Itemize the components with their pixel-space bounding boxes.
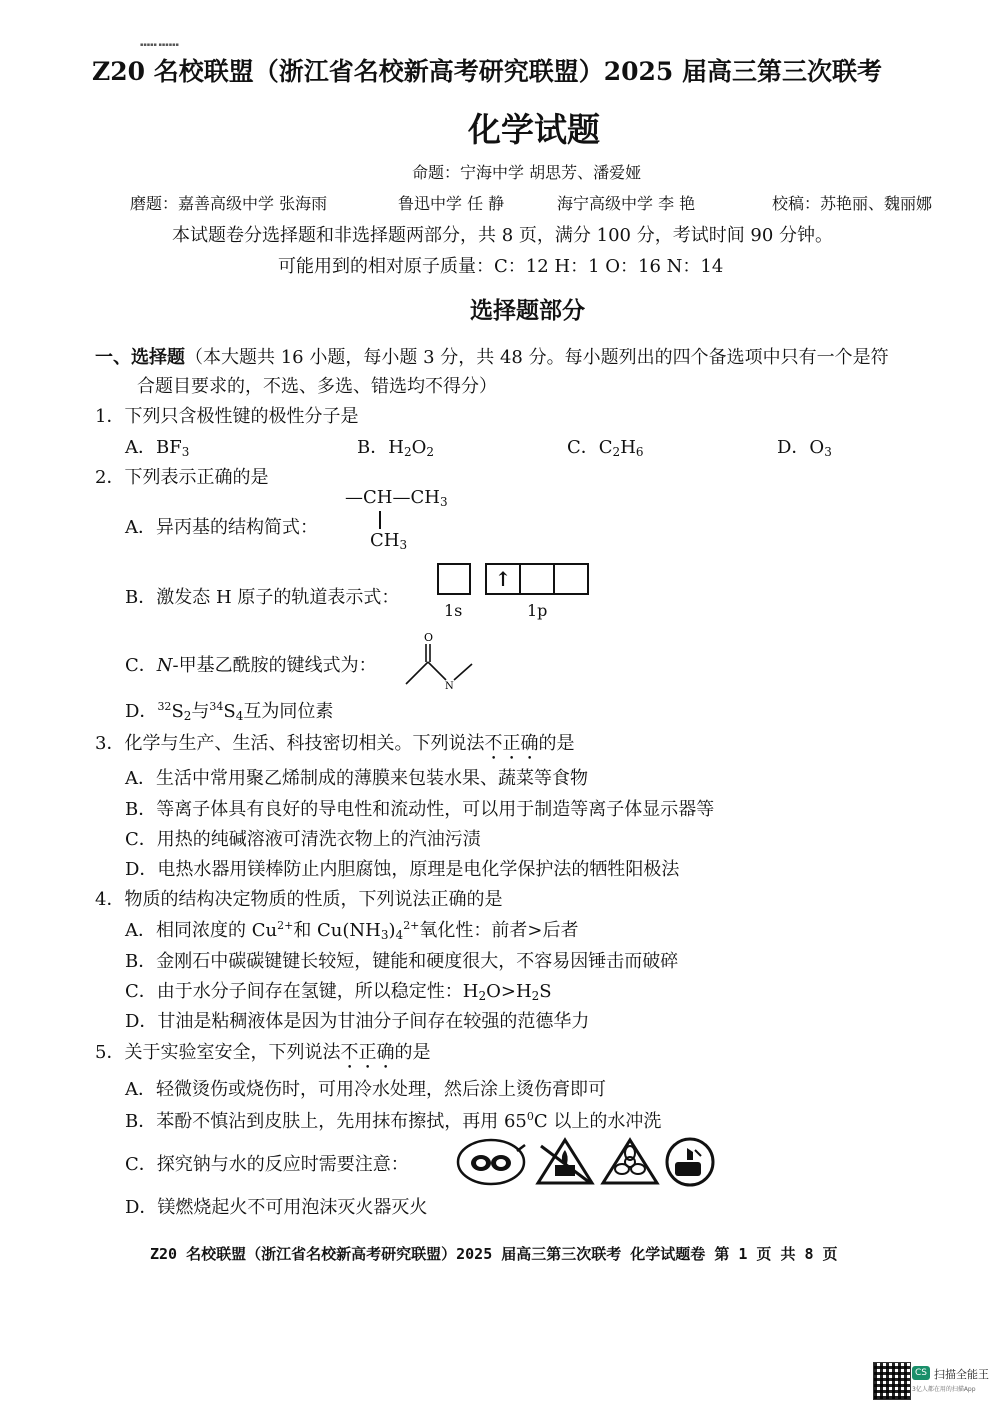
q4-a-sup1: 2+ [277,919,294,932]
q1-option-d [777,433,832,459]
q1-b-sub2: 2 [426,445,434,459]
q1-d-sub: 3 [824,445,832,459]
q1-b-sub1: 2 [403,445,412,459]
orbital-1s-box [437,563,471,595]
q4-option-d: D．甘油是粘稠液体是因为甘油分子间存在较强的范德华力 [125,1011,590,1032]
skeletal-bond-3 [454,664,472,680]
reviewer-2: 鲁迅中学 任 静 [398,194,505,213]
q5-b-2: C 以上的水冲洗 [533,1111,662,1132]
isopropyl-top-text: —CH—CH [345,487,440,508]
isopropyl-top [345,487,448,509]
wash-hands-icon [667,1139,713,1185]
orbital-1s-label: 1s [444,601,463,620]
up-arrow-icon: ↑ [487,565,521,593]
q4-option-a [125,916,579,942]
orbital-empty-1 [521,565,555,593]
q2-option-b: B．激发态 H 原子的轨道表示式： [125,587,400,608]
no-flame-icon [538,1140,592,1183]
q1-c-text: C．C [567,437,613,458]
q2-stem: 2．下列表示正确的是 [95,467,269,488]
atomic-mass-line: 可能用到的相对原子质量：C：12 H：1 O：16 N：14 [278,256,724,277]
q5-option-d: D．镁燃烧起火不可用泡沫灭火器灭火 [125,1197,428,1218]
q2-d-prefix: D． [125,701,158,722]
q4-a-sup2: 2+ [403,919,420,932]
q1-c-sub1: 2 [612,445,621,459]
q5-stem-emphasis: 不正确 [340,1042,395,1063]
q3-option-d: D．电热水器用镁棒防止内胆腐蚀，原理是电化学保护法的牺牲阳极法 [125,859,680,880]
reviewer-4: 校稿：苏艳丽、魏丽娜 [772,194,933,213]
authors-line: 命题：宁海中学 胡思芳、潘爱娅 [412,163,642,182]
q5-stem [95,1038,430,1073]
q5-option-a: A．轻微烫伤或烧伤时，可用冷水处理，然后涂上烫伤膏即可 [125,1079,606,1100]
q1-a-text: A．BF [125,437,182,458]
q2-d-sub-2: 2 [183,709,192,723]
orbital-empty-2 [555,565,587,593]
q4-c-3: S [539,981,552,1002]
goggles-icon [458,1140,525,1184]
scanner-app-name: 扫描全能王 [934,1368,989,1381]
q2-c-prefix: C． [125,655,157,676]
header-tiny-text: ▪▪▪▪▪ ▪▪▪▪▪▪ [140,42,179,48]
q1-option-c [567,433,644,459]
reviewer-1: 磨题：嘉善高级中学 张海雨 [130,194,328,213]
q1-d-text: D．O [777,437,825,458]
q1-b-text2: O [411,437,427,458]
q3-stem-b: 的是 [538,733,575,754]
q4-c-2: O>H [486,981,532,1002]
q1-c-text2: H [620,437,636,458]
isopropyl-top-sub: 3 [439,495,448,509]
q1-c-sub2: 6 [635,445,644,459]
skeletal-bond-1 [406,662,428,684]
q2-d-sup-32: 32 [157,700,172,713]
skeletal-bond-2 [428,662,446,680]
skeletal-n-label: N [445,681,454,692]
q4-c-sub2: 2 [531,989,540,1003]
q2-d-s1: S [171,701,184,722]
q5-stem-a: 5．关于实验室安全，下列说法 [95,1042,341,1063]
ventilation-fan-icon [603,1140,657,1183]
q1-stem: 1．下列只含极性键的极性分子是 [95,406,359,427]
q4-a-sub: 3 [380,928,389,942]
q3-option-a: A．生活中常用聚乙烯制成的薄膜来包装水果、蔬菜等食物 [125,768,588,789]
orbital-1p-label: 1p [527,601,548,620]
subject-title: 化学试题 [468,110,600,149]
part-head-label: 一、选择题 [95,347,185,368]
q4-a-sub2: 4 [395,928,404,942]
q2-d-s2: S [223,701,236,722]
q4-c-sub1: 2 [478,989,487,1003]
q1-option-b [357,433,434,459]
isopropyl-bond [379,511,381,529]
q2-d-sub-4: 4 [235,709,244,723]
q5-stem-b: 的是 [394,1042,431,1063]
q3-stem [95,729,574,764]
scanner-logo-badge: CS [912,1366,930,1380]
q5-option-b [125,1107,661,1133]
part-heading [95,343,889,369]
part-desc: （本大题共 16 小题，每小题 3 分，共 48 分。每小题列出的四个备选项中只有一个是符 [185,347,889,368]
isopropyl-bottom [370,530,407,552]
q3-stem-emphasis: 不正确 [484,733,539,754]
q1-option-a [125,433,189,459]
q2-c-italic: N [156,655,173,676]
orbital-1p-boxes [485,563,589,595]
q5-b-sup: 0 [526,1110,534,1123]
q3-stem-a: 3．化学与生产、生活、科技密切相关。下列说法 [95,733,485,754]
q2-c-rest: -甲基乙酰胺的键线式为： [172,655,377,676]
q5-option-c: C．探究钠与水的反应时需要注意： [125,1154,409,1175]
n-methylacetamide-skeletal [400,628,480,692]
q5-b-1: B．苯酚不慎沾到皮肤上，先用抹布擦拭，再用 65 [125,1111,527,1132]
q4-option-b: B．金刚石中碳碳键键长较短，键能和硬度很大，不容易因锤击而破碎 [125,951,679,972]
qr-code-icon [873,1362,911,1400]
q4-a-3: ) [388,920,396,941]
q4-c-1: C．由于水分子间存在氢键，所以稳定性：H [125,981,479,1002]
q4-stem: 4．物质的结构决定物质的性质，下列说法正确的是 [95,889,503,910]
page-footer: Z20 名校联盟（浙江省名校新高考研究联盟）2025 届高三第三次联考 化学试题卷 第 1 页 共 8 页 [150,1245,838,1263]
q1-b-text: B．H [357,437,404,458]
safety-pictograms [455,1136,725,1188]
q4-a-2: 和 Cu(NH [293,920,381,941]
q4-option-c [125,977,552,1003]
q4-a-1: A．相同浓度的 Cu [125,920,278,941]
q3-option-b: B．等离子体具有良好的导电性和流动性，可以用于制造等离子体显示器等 [125,799,715,820]
q2-option-c [125,651,377,677]
q2-option-d [125,697,333,723]
isopropyl-bottom-sub: 3 [399,538,408,552]
q2-d-tail: 互为同位素 [243,701,334,722]
q2-option-a: A．异丙基的结构简式： [125,517,318,538]
skeletal-o-label: O [424,631,434,644]
q2-d-and: 与 [191,701,210,722]
exam-info-line: 本试题卷分选择题和非选择题两部分，共 8 页，满分 100 分，考试时间 90 分钟。 [172,225,834,246]
q3-option-c: C．用热的纯碱溶液可清洗衣物上的汽油污渍 [125,829,481,850]
scanner-app-tagline: 3亿人都在用的扫描App [912,1386,976,1393]
q4-a-4: 氧化性：前者>后者 [419,920,579,941]
part-desc-2: 合题目要求的，不选、多选、错选均不得分） [137,376,497,397]
reviewer-3: 海宁高级中学 李 艳 [557,194,696,213]
isopropyl-bottom-text: CH [370,530,400,551]
section-title: 选择题部分 [470,297,585,324]
q2-d-sup-34: 34 [209,700,224,713]
q1-a-sub: 3 [181,445,190,459]
exam-header-title: Z20 名校联盟（浙江省名校新高考研究联盟）2025 届高三第三次联考 [92,57,883,86]
